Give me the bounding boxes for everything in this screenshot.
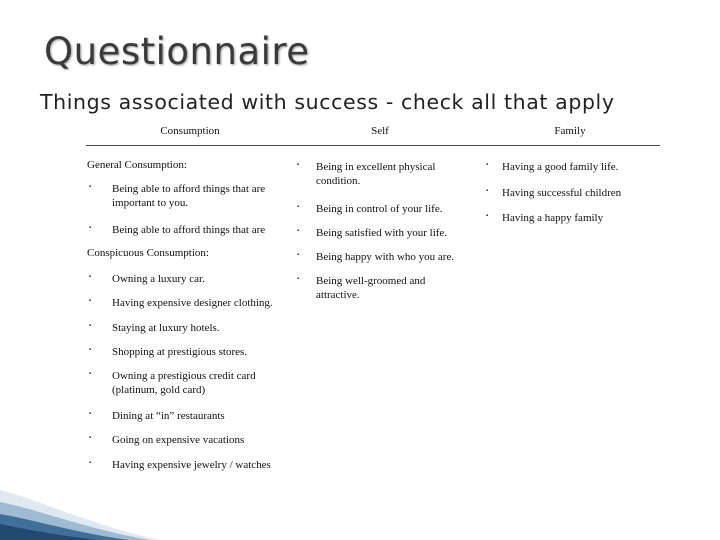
bullet-icon: ▪ xyxy=(297,162,300,168)
list-item: Going on expensive vacations xyxy=(112,434,245,446)
bullet-icon: ▪ xyxy=(297,252,300,258)
list-item: Being satisfied with your life. xyxy=(316,227,448,239)
list-item: Having expensive jewelry / watches xyxy=(112,459,271,471)
bullet-icon: ▪ xyxy=(486,188,489,194)
bullet-icon: ▪ xyxy=(486,213,489,219)
slide-subtitle: Things associated with success - check all that apply xyxy=(40,90,615,114)
decorative-swoosh-icon xyxy=(0,450,160,540)
bullet-icon: ▪ xyxy=(89,323,92,329)
list-item: Having successful children xyxy=(502,187,622,199)
header-divider xyxy=(86,145,660,146)
list-item: Staying at luxury hotels. xyxy=(112,322,220,334)
general-consumption-heading: General Consumption: xyxy=(87,159,187,171)
list-item: Having a good family life. xyxy=(502,161,619,173)
list-item: Owning a luxury car. xyxy=(112,273,205,285)
list-item: Having a happy family xyxy=(502,212,604,224)
list-item: Shopping at prestigious stores. xyxy=(112,346,248,358)
column-header-consumption: Consumption xyxy=(160,125,220,137)
bullet-icon: ▪ xyxy=(486,162,489,168)
list-item: Being able to afford things that are important to you. xyxy=(112,183,266,209)
list-item: Dining at “in” restaurants xyxy=(112,410,225,422)
bullet-icon: ▪ xyxy=(89,225,92,231)
list-item: Having expensive designer clothing. xyxy=(112,297,273,309)
list-item: Being able to afford things that are xyxy=(112,224,266,236)
bullet-icon: ▪ xyxy=(89,298,92,304)
list-item: Being happy with who you are. xyxy=(316,251,455,263)
bullet-icon: ▪ xyxy=(89,411,92,417)
bullet-icon: ▪ xyxy=(297,204,300,210)
bullet-icon: ▪ xyxy=(89,460,92,466)
bullet-icon: ▪ xyxy=(89,184,92,190)
list-item: Being in excellent physical condition. xyxy=(316,161,436,187)
list-item: Owning a prestigious credit card (platinum, gold card) xyxy=(112,370,256,396)
bullet-icon: ▪ xyxy=(89,274,92,280)
bullet-icon: ▪ xyxy=(89,371,92,377)
list-item: Being well-groomed and attractive. xyxy=(316,275,426,301)
slide-title: Questionnaire xyxy=(44,30,310,73)
conspicuous-consumption-heading: Conspicuous Consumption: xyxy=(87,247,209,259)
list-item: Being in control of your life. xyxy=(316,203,443,215)
bullet-icon: ▪ xyxy=(89,435,92,441)
column-header-family: Family xyxy=(554,125,586,137)
column-header-self: Self xyxy=(371,125,389,137)
bullet-icon: ▪ xyxy=(297,276,300,282)
bullet-icon: ▪ xyxy=(89,347,92,353)
bullet-icon: ▪ xyxy=(297,228,300,234)
